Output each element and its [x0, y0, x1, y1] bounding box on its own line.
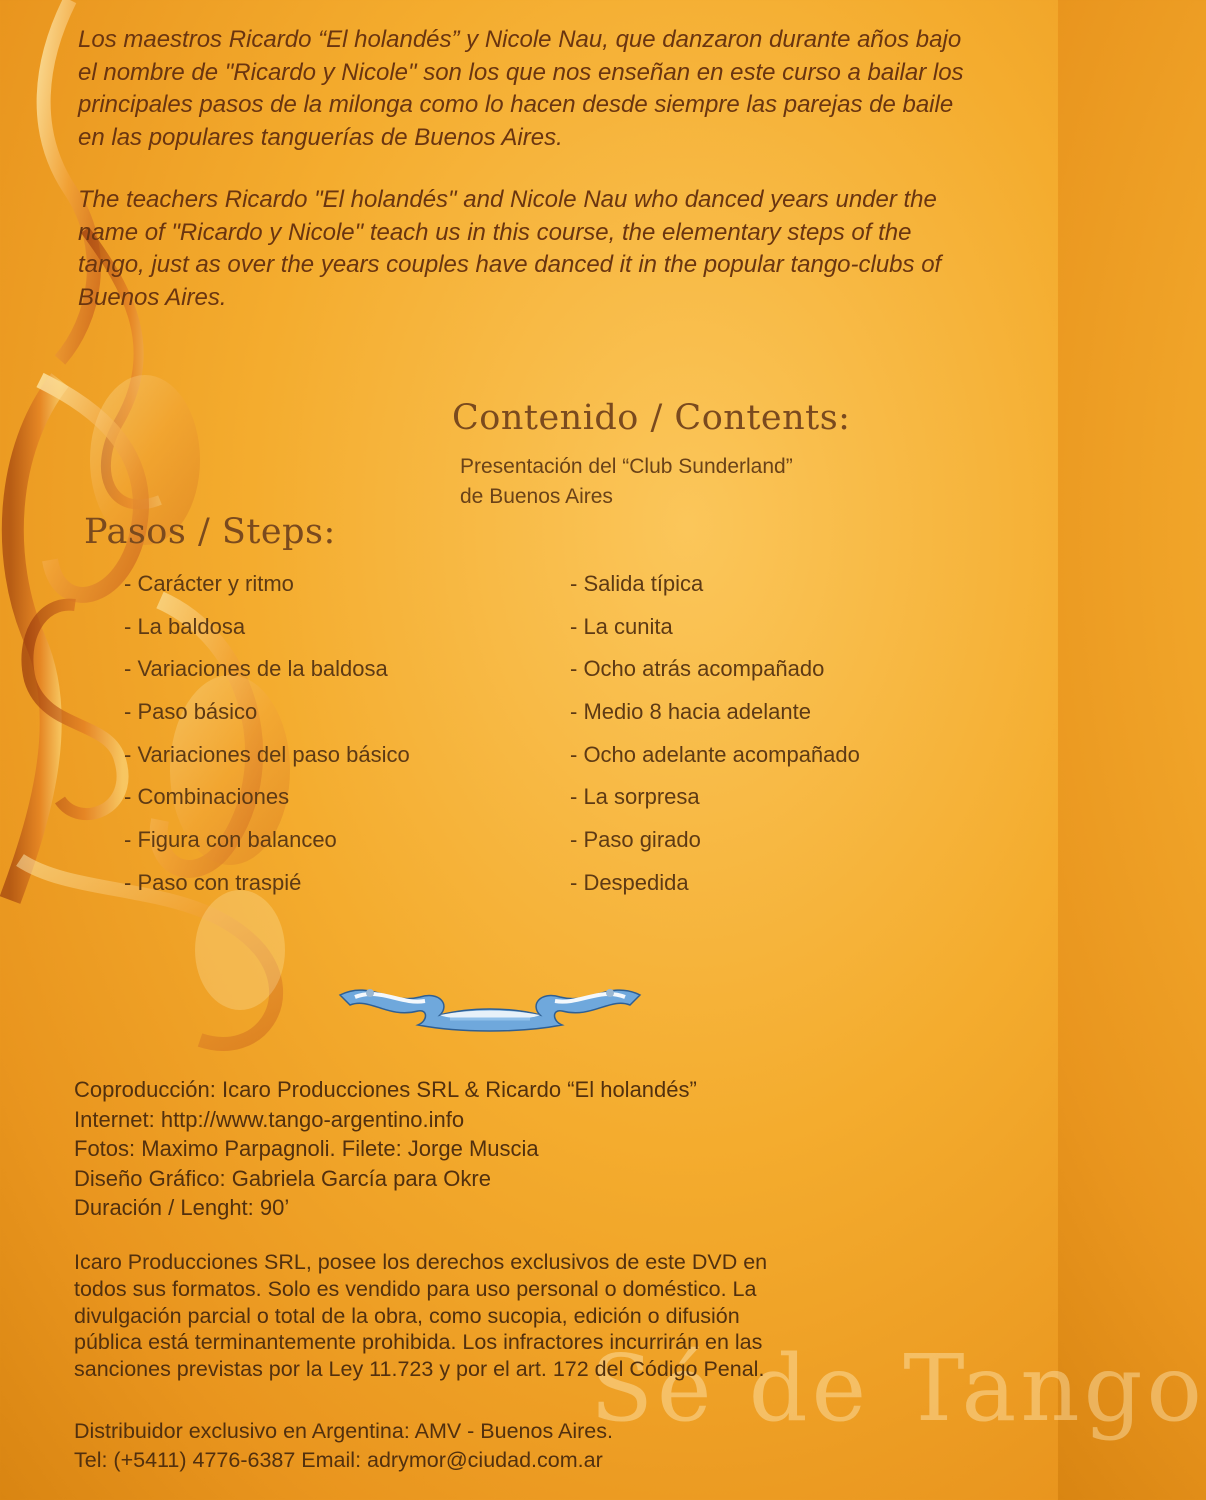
contents-heading: Contenido / Contents: [452, 398, 851, 438]
legal-line: Icaro Producciones SRL, posee los derechos exclusivos de este DVD en [74, 1250, 768, 1274]
intro-spanish: Los maestros Ricardo “El holandés” y Nicole Nau, que danzaron durante años bajo el nombre de "Ricardo y Nicole" son los que nos enseñan en este curso a bailar los principales pasos de la milonga como lo hacen desde siempre las parejas de baile en las populares tanguerías de Buenos Aires. [78, 26, 964, 151]
credit-coproduction: Coproducción: Icaro Producciones SRL & Ricardo “El holandés” [74, 1077, 697, 1102]
tango-watermark: Sé de Tango [590, 1335, 1206, 1442]
contents-description [460, 452, 920, 512]
step-item: - La baldosa [124, 613, 246, 639]
distributor-line: Distribuidor exclusivo en Argentina: AMV - Buenos Aires. [74, 1419, 613, 1443]
step-item: - Ocho adelante acompañado [570, 741, 860, 767]
legal-line: sanciones previstas por la Ley 11.723 y por el art. 172 del Código Penal. [74, 1357, 765, 1382]
contents-line-1: Presentación del “Club Sunderland” [460, 455, 793, 478]
step-item: - Ocho atrás acompañado [570, 656, 825, 682]
step-item: - Figura con balanceo [124, 827, 337, 853]
contents-line-2: de Buenos Aires [460, 485, 613, 508]
legal-line: pública está terminantemente prohibida. Los infractores incurrirán en las [74, 1330, 763, 1355]
step-item: - Carácter y ritmo [124, 571, 294, 596]
step-item: - La sorpresa [570, 784, 700, 810]
steps-heading: Pasos / Steps: [84, 512, 336, 552]
step-item: - Paso básico [124, 699, 258, 725]
step-item: - Variaciones del paso básico [124, 741, 410, 767]
intro-text [78, 24, 978, 314]
credits-block [74, 1075, 974, 1223]
legal-line: todos sus formatos. Solo es vendido para uso personal o doméstico. La [74, 1276, 757, 1301]
step-item: - Salida típica [570, 571, 704, 596]
step-item: - Variaciones de la baldosa [124, 656, 388, 682]
credit-duration: Duración / Lenght: 90’ [74, 1195, 290, 1220]
credit-design: Diseño Gráfico: Gabriela García para Okre [74, 1165, 491, 1191]
step-item: - Paso con traspié [124, 869, 302, 895]
intro-english: The teachers Ricardo "El holandés" and Nicole Nau who danced years under the name of "Ricardo y Nicole" teach us in this course, the elementary steps of the tango, just as over the years couples have danced it in the popular tango-clubs of Buenos Aires. [78, 186, 942, 311]
credit-photos: Fotos: Maximo Parpagnoli. Filete: Jorge Muscia [74, 1136, 539, 1161]
legal-line: divulgación parcial o total de la obra, como sucopia, edición o difusión [74, 1303, 740, 1328]
distributor-contact: Tel: (+5411) 4776-6387 Email: adrymor@ciudad.com.ar [74, 1447, 603, 1472]
steps-list-left [124, 563, 410, 905]
flag-ribbon-ornament [330, 975, 650, 1045]
step-item: - Medio 8 hacia adelante [570, 699, 811, 725]
step-item: - Paso girado [570, 827, 701, 853]
distributor-block [74, 1417, 974, 1474]
steps-list-right [570, 563, 860, 905]
credit-internet[interactable]: Internet: http://www.tango-argentino.info [74, 1106, 465, 1132]
step-item: - Combinaciones [124, 784, 290, 810]
step-item: - Despedida [570, 869, 689, 895]
step-item: - La cunita [570, 613, 673, 639]
legal-notice [74, 1249, 974, 1383]
